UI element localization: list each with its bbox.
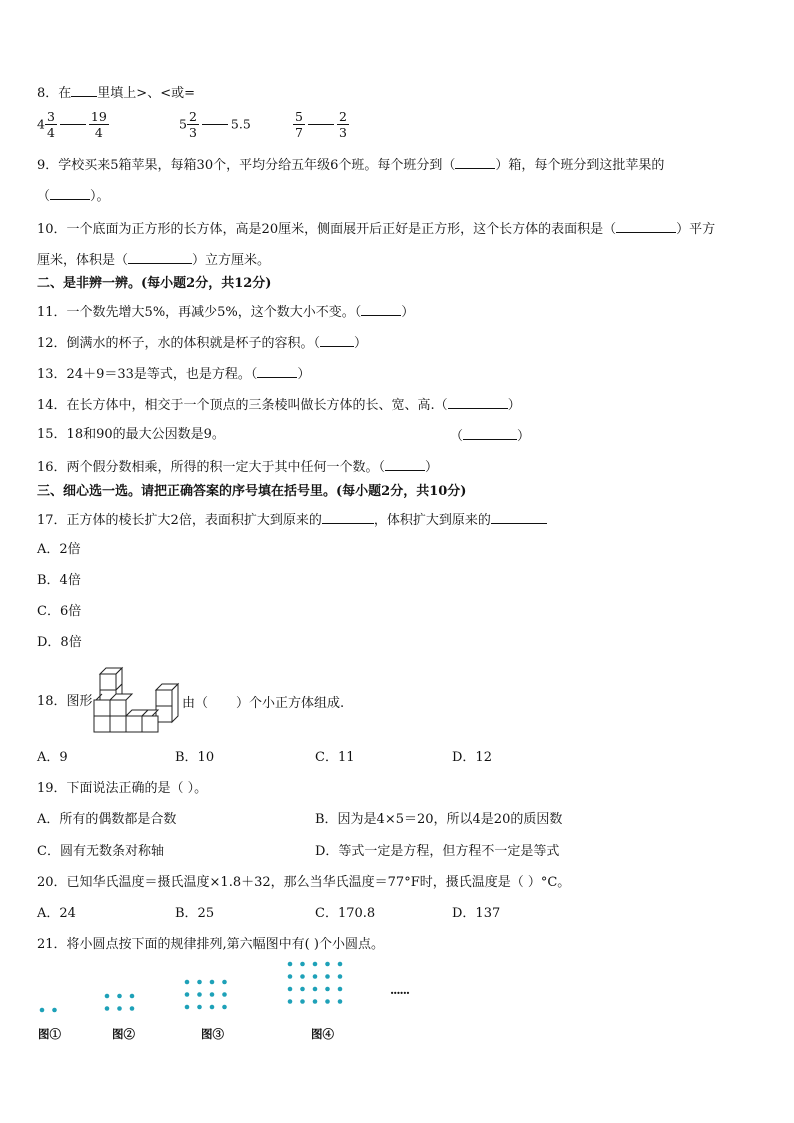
dot-figure-4	[325, 999, 330, 1004]
q18-text-end	[182, 694, 344, 712]
q9-blank-1[interactable]	[455, 156, 495, 169]
q15-open: （	[450, 429, 464, 444]
dot-figure-4	[288, 962, 293, 967]
section-heading-2: 二、是非辨一辨。(每小题2分，共12分)	[37, 276, 272, 291]
dot-figure-3	[185, 980, 190, 985]
q18-text-start: 18．图形	[37, 694, 93, 709]
dot-figure-4	[288, 999, 293, 1004]
denominator: 3	[338, 125, 347, 140]
section-heading-3: 三、细心选一选。请把正确答案的序号填在括号里。(每小题2分，共10分)	[37, 484, 467, 499]
q10-line2	[37, 251, 270, 269]
figure-label-4: 图④	[311, 1027, 334, 1041]
dot-figure-4	[300, 974, 305, 979]
q8-blank[interactable]	[71, 84, 97, 97]
dot-figure-4	[338, 962, 343, 967]
fraction	[293, 109, 305, 140]
q13-blank[interactable]	[257, 365, 297, 378]
dot-figure-4	[338, 974, 343, 979]
q9-line2	[37, 187, 110, 205]
dot-figure-4	[288, 974, 293, 979]
q18-option-c[interactable]: C．11	[315, 750, 355, 765]
numerator: 19	[90, 109, 107, 124]
q17-option-b[interactable]: B．4倍	[37, 573, 81, 588]
compare-blank[interactable]	[202, 124, 228, 125]
q17-option-a[interactable]: A．2倍	[37, 542, 81, 557]
q10-text-b: ）平方	[676, 222, 716, 237]
denominator: 4	[46, 125, 55, 140]
dot-figure-4	[325, 974, 330, 979]
q8-number: 8．	[37, 86, 59, 101]
dot-figure-4	[300, 999, 305, 1004]
q8-compare-1	[37, 109, 109, 140]
q19-option-b[interactable]: B．因为是4×5＝20，所以4是20的质因数	[315, 812, 563, 827]
q11	[37, 303, 414, 321]
dot-figure-3	[222, 980, 227, 985]
dot-figure-4	[313, 999, 318, 1004]
fraction	[187, 109, 199, 140]
q17-option-d[interactable]: D．8倍	[37, 635, 82, 650]
q14-text: 14．在长方体中，相交于一个顶点的三条棱叫做长方体的长、宽、高.（	[37, 398, 448, 413]
dot-figure-4	[300, 987, 305, 992]
q14	[37, 396, 521, 414]
q15	[37, 427, 225, 443]
q18-option-d[interactable]: D．12	[452, 750, 492, 765]
figure-label-1: 图①	[38, 1027, 61, 1041]
q10-line1	[37, 220, 715, 238]
q10-blank-1[interactable]	[616, 220, 676, 233]
q14-close: ）	[507, 398, 521, 413]
q20-option-d[interactable]: D．137	[452, 906, 501, 921]
dot-figure-4	[313, 987, 318, 992]
q18-close: ）个小正方体组成.	[236, 696, 345, 711]
dot-figure-3	[197, 1005, 202, 1010]
dot-figure-1	[40, 1008, 45, 1013]
q17-text-a: 17．正方体的棱长扩大2倍，表面积扩大到原来的	[37, 513, 322, 528]
denominator: 4	[94, 125, 103, 140]
dot-figure-4	[313, 974, 318, 979]
q12-close: ）	[354, 336, 368, 351]
dot-figure-1	[52, 1008, 57, 1013]
q20-stem: 20．已知华氏温度＝摄氏温度×1.8＋32，那么当华氏温度＝77°F时，摄氏温度是（ ）°C。	[37, 875, 571, 890]
q16-blank[interactable]	[385, 458, 425, 471]
q18-option-b[interactable]: B．10	[175, 750, 215, 765]
q8-compare-3	[293, 109, 349, 140]
q9-blank-2[interactable]	[50, 187, 90, 200]
q20-option-b[interactable]: B．25	[175, 906, 215, 921]
q11-blank[interactable]	[361, 303, 401, 316]
q8-stem	[37, 84, 195, 102]
mixed-whole: 5	[179, 116, 187, 132]
dot-figure-3	[210, 1005, 215, 1010]
q12-text: 12．倒满水的杯子，水的体积就是杯子的容积。（	[37, 336, 321, 351]
q8-compare-2	[179, 109, 251, 140]
q16	[37, 458, 438, 476]
q15-close: ）	[517, 429, 531, 444]
dot-figure-3	[197, 980, 202, 985]
q9-text-c: （	[37, 189, 51, 204]
q18-blank[interactable]	[208, 694, 236, 707]
fraction	[337, 109, 349, 140]
ellipsis: ......	[390, 983, 410, 997]
q16-close: ）	[425, 460, 439, 475]
q8-text-a: 在	[58, 86, 72, 101]
dot-figure-3	[185, 992, 190, 997]
q14-blank[interactable]	[448, 396, 508, 409]
mixed-whole: 4	[37, 116, 45, 132]
dot-figure-4	[338, 987, 343, 992]
dot-figure-3	[210, 992, 215, 997]
q17-blank-2[interactable]	[491, 511, 547, 524]
q18-open: 由（	[182, 696, 209, 711]
q9-text-a: 9．学校买来5箱苹果，每箱30个，平均分给五年级6个班。每个班分到（	[37, 158, 456, 173]
q17	[37, 511, 547, 529]
dot-figure-3	[222, 992, 227, 997]
denominator: 7	[295, 125, 303, 140]
dot-figure-2	[105, 1006, 110, 1011]
q20-option-a[interactable]: A．24	[37, 906, 76, 921]
compare-blank[interactable]	[308, 124, 334, 125]
q9-text-b: ）箱，每个班分到这批苹果的	[495, 158, 665, 173]
q15-answer	[450, 427, 530, 445]
q19-option-d[interactable]: D．等式一定是方程，但方程不一定是等式	[315, 844, 560, 859]
q17-option-c[interactable]: C．6倍	[37, 604, 82, 619]
q10-text-a: 10．一个底面为正方形的长方体，高是20厘米，侧面展开后正好是正方形，这个长方体的表面积是（	[37, 222, 617, 237]
q15-text: 15．18和90的最大公因数是9。	[37, 427, 225, 442]
numerator: 3	[46, 109, 55, 124]
q12	[37, 334, 367, 352]
q15-blank[interactable]	[463, 427, 517, 440]
numerator: 2	[338, 109, 347, 124]
compare-blank[interactable]	[60, 124, 86, 125]
q10-text-d: ）立方厘米。	[192, 253, 271, 268]
q17-blank-1[interactable]	[322, 511, 374, 524]
dot-figure-4	[288, 987, 293, 992]
q19-option-a[interactable]: A．所有的偶数都是合数	[37, 812, 177, 827]
q11-close: ）	[401, 305, 415, 320]
q13	[37, 365, 310, 383]
q9-line1	[37, 156, 664, 174]
q13-close: ）	[297, 367, 311, 382]
dot-figure-2	[130, 1006, 135, 1011]
q9-text-d: ）。	[90, 189, 110, 204]
figure-label-2: 图②	[112, 1027, 135, 1041]
dot-figure-3	[210, 980, 215, 985]
dot-figure-3	[222, 1005, 227, 1010]
q20-option-c[interactable]: C．170.8	[315, 906, 376, 921]
dot-figure-4	[313, 962, 318, 967]
dot-figure-2	[105, 994, 110, 999]
q17-text-b: ，体积扩大到原来的	[373, 513, 491, 528]
dot-figure-2	[117, 994, 122, 999]
q13-text: 13．24＋9＝33是等式，也是方程。（	[37, 367, 258, 382]
denominator: 3	[188, 125, 197, 140]
q19-stem: 19．下面说法正确的是（ ）。	[37, 781, 208, 796]
dot-figure-2	[117, 1006, 122, 1011]
q10-text-c: 厘米，体积是（	[37, 253, 129, 268]
dot-figure-4	[338, 999, 343, 1004]
q21-stem: 21．将小圆点按下面的规律排列,第六幅图中有( )个小圆点。	[37, 937, 384, 952]
fraction	[89, 109, 109, 140]
dot-figure-3	[185, 1005, 190, 1010]
dot-figure-4	[325, 987, 330, 992]
figure-label-3: 图③	[201, 1027, 224, 1041]
dot-figure-3	[197, 992, 202, 997]
dot-figure-4	[325, 962, 330, 967]
compare-right-value: 5.5	[230, 116, 251, 132]
numerator: 5	[295, 109, 303, 124]
dot-figure-2	[130, 994, 135, 999]
q10-blank-2[interactable]	[128, 251, 192, 264]
q19-option-c[interactable]: C．圆有无数条对称轴	[37, 844, 164, 859]
q8-text-b: 里填上>、<或=	[97, 86, 195, 101]
dot-figure-4	[300, 962, 305, 967]
q16-text: 16．两个假分数相乘，所得的积一定大于其中任何一个数。（	[37, 460, 386, 475]
q18-option-a[interactable]: A．9	[37, 750, 68, 765]
q11-text: 11．一个数先增大5%，再减少5%，这个数大小不变。（	[37, 305, 362, 320]
fraction	[45, 109, 57, 140]
q12-blank[interactable]	[320, 334, 354, 347]
numerator: 2	[188, 109, 197, 124]
cube-stack-figure	[92, 664, 182, 734]
